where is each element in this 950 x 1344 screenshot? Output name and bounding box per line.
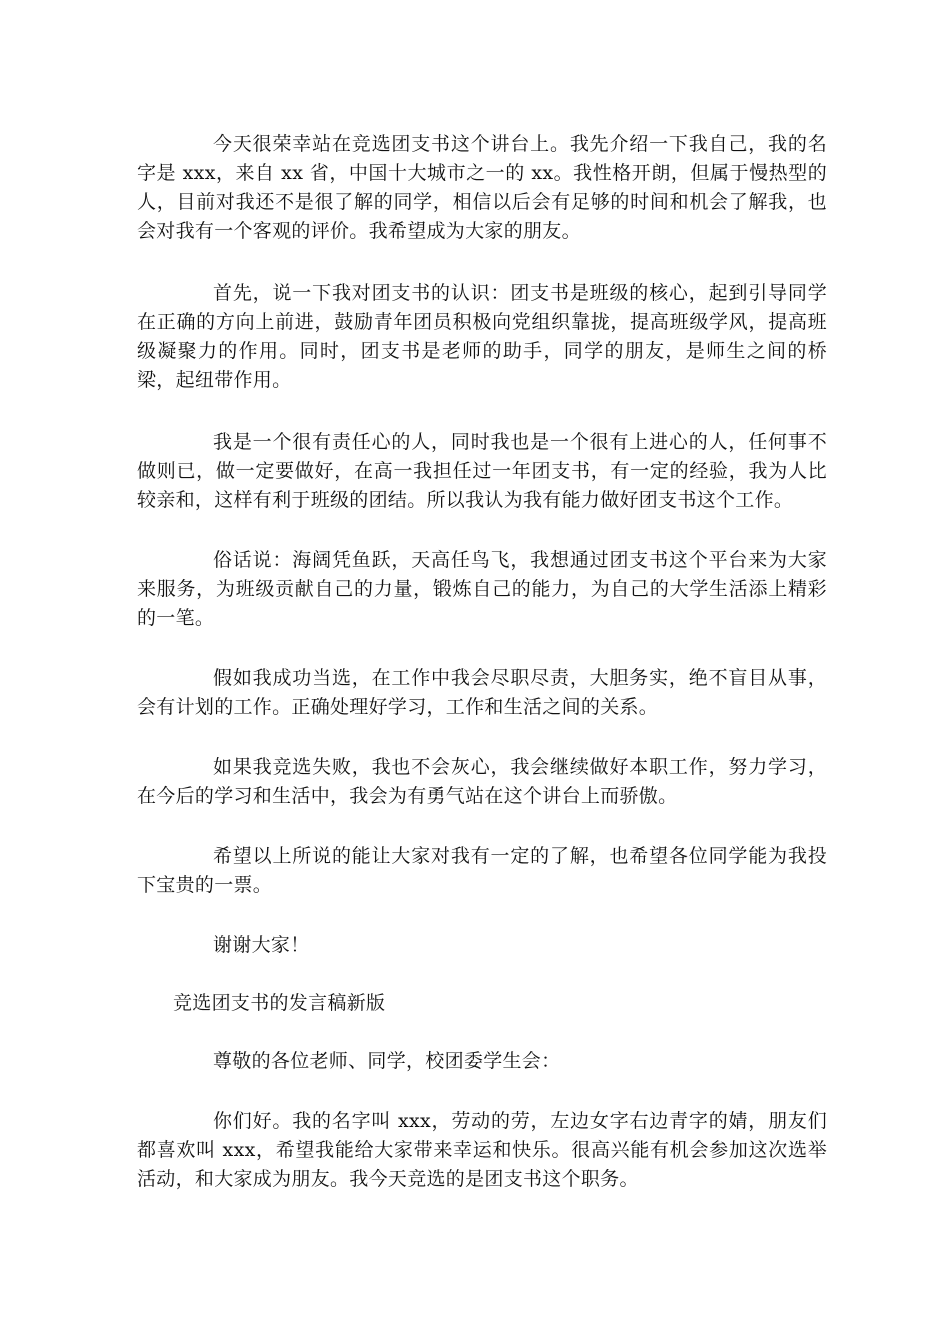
document-page bbox=[137, 130, 827, 1194]
paragraph-understanding: 首先，说一下我对团支书的认识：团支书是班级的核心，起到引导同学在正确的方向上前进，鼓励青年团员积极向党组织靠拢，提高班级学风，提高班级凝聚力的作用。同时，团支书是老师的助手，同学的朋友，是师生之间的桥梁，起纽带作用。 bbox=[137, 282, 827, 391]
paragraph-self-introduction: 你们好。我的名字叫 xxx，劳动的劳，左边女字右边青字的婧，朋友们都喜欢叫 xxx，希望我能给大家带来幸运和快乐。很高兴能有机会参加这次选举活动，和大家成为朋友。我今天竞选的是团支书这个职务。 bbox=[137, 1110, 827, 1190]
paragraph-vote-request: 希望以上所说的能让大家对我有一定的了解，也希望各位同学能为我投下宝贵的一票。 bbox=[137, 845, 827, 896]
paragraph-salutation: 尊敬的各位老师、同学，校团委学生会： bbox=[213, 1050, 561, 1072]
paragraph-introduction: 今天很荣幸站在竞选团支书这个讲台上。我先介绍一下我自己，我的名字是 xxx，来自 xx 省，中国十大城市之一的 xx。我性格开朗，但属于慢热型的人，目前对我还不是很了解的同学，相信以后会有足够的时间和机会了解我，也会对我有一个客观的评价。我希望成为大家的朋友。 bbox=[137, 133, 827, 242]
paragraph-proverb: 俗话说：海阔凭鱼跃，天高任鸟飞，我想通过团支书这个平台来为大家来服务，为班级贡献自己的力量，锻炼自己的能力，为自己的大学生活添上精彩的一笔。 bbox=[137, 549, 827, 629]
paragraph-if-defeated: 如果我竞选失败，我也不会灰心，我会继续做好本职工作，努力学习，在今后的学习和生活中，我会为有勇气站在这个讲台上而骄傲。 bbox=[137, 756, 827, 807]
paragraph-responsibility: 我是一个很有责任心的人，同时我也是一个很有上进心的人，任何事不做则已，做一定要做好，在高一我担任过一年团支书，有一定的经验，我为人比较亲和，这样有利于班级的团结。所以我认为我有能力做好团支书这个工作。 bbox=[137, 431, 827, 511]
section-title: 竞选团支书的发言稿新版 bbox=[173, 992, 386, 1014]
paragraph-thanks: 谢谢大家！ bbox=[213, 934, 310, 956]
paragraph-if-elected: 假如我成功当选，在工作中我会尽职尽责，大胆务实，绝不盲目从事，会有计划的工作。正确处理好学习，工作和生活之间的关系。 bbox=[137, 667, 827, 718]
